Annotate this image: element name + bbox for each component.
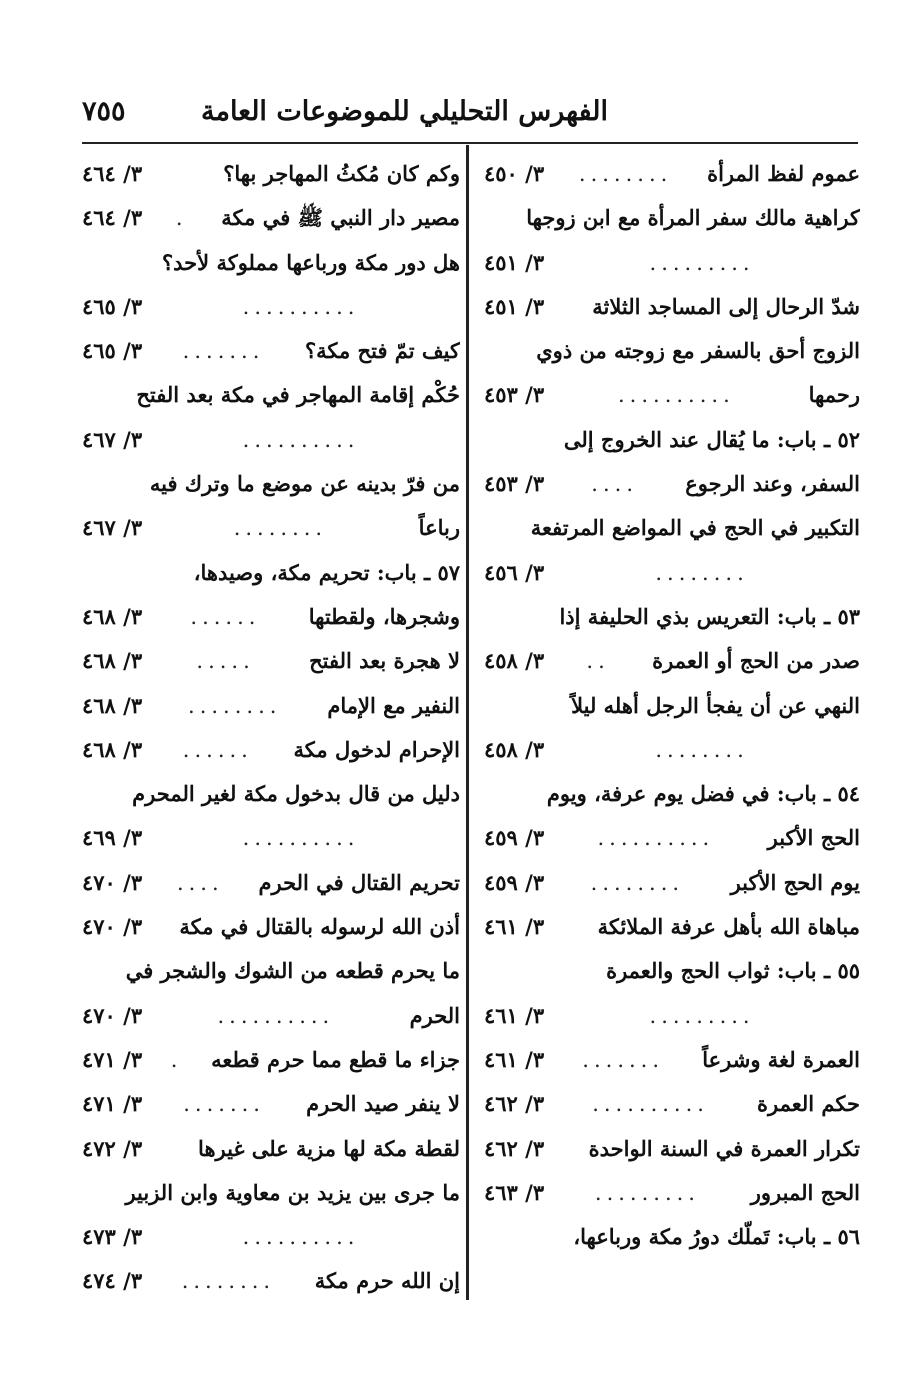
leader-dots: . (175, 206, 188, 231)
entry-text: كيف تمّ فتح مكة؟ (304, 338, 460, 364)
index-entry (484, 861, 860, 905)
leader-dots: ....... (582, 1047, 665, 1072)
leader-dots: ....... (183, 1092, 265, 1117)
leader-dots: .......... (242, 294, 360, 319)
index-entry (82, 241, 460, 285)
index-entry (484, 949, 860, 993)
entry-text: أذن الله لرسوله بالقتال في مكة (179, 914, 460, 940)
index-column-right (484, 152, 860, 1259)
entry-text: ٥٥ ـ باب: ثواب الحج والعمرة (606, 958, 860, 984)
index-entry (484, 684, 860, 728)
index-entry (484, 728, 860, 772)
entry-text: وكم كان مُكثُ المهاجر بها؟ (223, 161, 460, 186)
leader-dots: ........ (578, 162, 673, 186)
leader-dots: .......... (242, 427, 360, 452)
entry-text: ما جرى بين يزيد بن معاوية وابن الزبير (125, 1179, 460, 1205)
page-header (82, 92, 858, 140)
entry-text: إن الله حرم مكة (314, 1268, 460, 1294)
entry-text: رحمها (808, 382, 860, 408)
index-entry (82, 1215, 460, 1259)
index-entry (82, 1038, 460, 1082)
index-entry (82, 196, 460, 240)
leader-dots: .......... (242, 1225, 360, 1250)
entry-text: لا ينفر صيد الحرم (306, 1091, 460, 1117)
column-divider (466, 145, 469, 1300)
index-entry (484, 772, 860, 816)
page-reference: ٣/ ٤٦١ (484, 1046, 545, 1072)
leader-dots: .......... (618, 383, 735, 408)
index-entry (82, 772, 460, 816)
page-reference: ٣/ ٤٦٨ (82, 692, 143, 718)
index-entry (82, 373, 460, 417)
index-entry (82, 861, 460, 905)
index-entry (484, 462, 860, 506)
index-entry (82, 152, 460, 196)
page-reference: ٣/ ٤٦٢ (484, 1135, 545, 1161)
page-reference: ٣/ ٤٦٥ (82, 293, 143, 319)
index-entry (82, 595, 460, 639)
page-reference: ٣/ ٤٧١ (82, 1046, 143, 1072)
leader-dots: ........ (655, 560, 749, 585)
entry-text: الإحرام لدخول مكة (293, 736, 460, 762)
leader-dots: .... (591, 472, 638, 497)
page-reference: ٣/ ٤٥٣ (484, 382, 545, 408)
index-entry (484, 506, 860, 550)
page-reference: ٣/ ٤٧٣ (82, 1224, 143, 1250)
index-entry (484, 285, 860, 329)
index-entry (82, 949, 460, 993)
leader-dots: ........ (188, 693, 282, 718)
page-reference: ٣/ ٤٦٨ (82, 736, 143, 762)
leader-dots: ........ (590, 870, 685, 895)
leader-dots: .......... (597, 826, 715, 851)
entry-text: مباهاة الله بأهل عرفة الملائكة (597, 914, 860, 940)
page-reference: ٣/ ٤٦٥ (82, 338, 143, 364)
index-entry (484, 1082, 860, 1126)
entry-text: يوم الحج الأكبر (730, 869, 860, 895)
leader-dots: ...... (182, 737, 253, 762)
index-entry (484, 1127, 860, 1171)
leader-dots: ..... (196, 649, 255, 674)
entry-text: الحج المبرور (750, 1179, 860, 1205)
entry-text: حكم العمرة (757, 1091, 860, 1117)
entry-text: رباعاً (418, 515, 460, 541)
index-entry (484, 418, 860, 462)
leader-dots: ......... (649, 250, 755, 275)
index-entry (484, 329, 860, 373)
page-reference: ٣/ ٤٧٠ (82, 1002, 143, 1028)
page-reference: ٣/ ٤٦٨ (82, 603, 143, 629)
header-rule (82, 142, 858, 144)
leader-dots: .......... (592, 1092, 709, 1117)
leader-dots: .... (176, 870, 224, 895)
index-entry (82, 728, 460, 772)
index-entry (82, 285, 460, 329)
entry-text: الحرم (409, 1002, 460, 1028)
page-reference: ٣/ ٤٥٩ (484, 825, 545, 851)
index-entry (82, 994, 460, 1038)
entry-text: ما يحرم قطعه من الشوك والشجر في (125, 958, 460, 984)
entry-text: تحريم القتال في الحرم (258, 869, 460, 895)
entry-text: مصير دار النبي ﷺ في مكة (221, 205, 460, 231)
page-reference: ٣/ ٤٥٩ (484, 869, 545, 895)
index-entry (484, 994, 860, 1038)
index-entry (82, 1082, 460, 1126)
page-reference: ٣/ ٤٦٤ (82, 205, 143, 231)
leader-dots: .......... (242, 826, 360, 851)
index-entry (82, 1171, 460, 1215)
index-entry (484, 595, 860, 639)
entry-text: لقطة مكة لها مزية على غيرها (198, 1135, 460, 1161)
entry-text: حُكْم إقامة المهاجر في مكة بعد الفتح (136, 382, 460, 408)
entry-text: الحج الأكبر (767, 825, 860, 851)
entry-text: ٥٤ ـ باب: في فضل يوم عرفة، ويوم (546, 781, 860, 807)
index-entry (82, 1259, 460, 1303)
index-entry (82, 551, 460, 595)
index-entry (82, 506, 460, 550)
entry-text: ٥٧ ـ باب: تحريم مكة، وصيدها، (193, 559, 460, 585)
index-entry (82, 816, 460, 860)
entry-text: التكبير في الحج في المواضع المرتفعة (530, 515, 860, 541)
leader-dots: ........ (655, 737, 749, 762)
index-entry (82, 905, 460, 949)
page-reference: ٣/ ٤٧٤ (82, 1268, 143, 1294)
entry-text: الزوج أحق بالسفر مع زوجته من ذوي (536, 338, 860, 364)
index-entry (484, 1171, 860, 1215)
entry-text: كراهية مالك سفر المرأة مع ابن زوجها (526, 205, 860, 231)
index-entry (484, 196, 860, 240)
index-entry (82, 639, 460, 683)
index-entry (82, 1127, 460, 1171)
page-reference: ٣/ ٤٦٤ (82, 161, 143, 186)
index-entry (484, 1215, 860, 1259)
index-entry (484, 816, 860, 860)
leader-dots: .. (586, 649, 610, 674)
entry-text: دليل من قال بدخول مكة لغير المحرم (132, 781, 460, 807)
entry-text: من فرّ بدينه عن موضع ما وترك فيه (149, 471, 460, 497)
page-reference: ٣/ ٤٦٧ (82, 426, 143, 452)
index-entry (484, 551, 860, 595)
page-reference: ٣/ ٤٧٠ (82, 914, 143, 940)
leader-dots: ........ (233, 516, 328, 541)
leader-dots: . (170, 1047, 183, 1072)
entry-text: عموم لفظ المرأة (707, 161, 860, 186)
entry-text: شدّ الرحال إلى المساجد الثلاثة (592, 293, 860, 319)
leader-dots: .......... (217, 1003, 335, 1028)
leader-dots: ....... (182, 339, 265, 364)
entry-text: ٥٦ ـ باب: تَملّك دورُ مكة ورباعها، (573, 1224, 860, 1250)
entry-text: جزاء ما قطع مما حرم قطعه (211, 1046, 460, 1072)
leader-dots: ......... (649, 1003, 755, 1028)
index-entry (484, 905, 860, 949)
entry-text: صدر من الحج أو العمرة (652, 648, 860, 674)
page-title: الفهرس التحليلي للموضوعات العامة (201, 96, 608, 127)
entry-text: هل دور مكة ورباعها مملوكة لأحد؟ (162, 249, 460, 275)
page-reference: ٣/ ٤٥٨ (484, 648, 545, 674)
entry-text: النفير مع الإمام (327, 692, 460, 718)
index-entry (484, 152, 860, 196)
page-reference: ٣/ ٤٧٢ (82, 1135, 143, 1161)
page-reference: ٣/ ٤٦٧ (82, 515, 143, 541)
page-reference: ٣/ ٤٦٣ (484, 1179, 545, 1205)
index-entry (484, 241, 860, 285)
page-reference: ٣/ ٤٦٨ (82, 648, 143, 674)
page-reference: ٣/ ٤٥٨ (484, 736, 545, 762)
index-entry (484, 639, 860, 683)
entry-text: لا هجرة بعد الفتح (309, 648, 460, 674)
entry-text: ٥٣ ـ باب: التعريس بذي الحليفة إذا (559, 603, 860, 629)
leader-dots: ........ (181, 1269, 276, 1294)
index-entry (82, 462, 460, 506)
page-reference: ٣/ ٤٥٦ (484, 559, 545, 585)
page-number: ٧٥٥ (82, 96, 126, 127)
page-reference: ٣/ ٤٦١ (484, 914, 545, 940)
page-reference: ٣/ ٤٦٢ (484, 1091, 545, 1117)
page-reference: ٣/ ٤٥١ (484, 249, 545, 275)
leader-dots: ...... (190, 604, 261, 629)
entry-text: العمرة لغة وشرعاً (702, 1046, 860, 1072)
index-column-left (82, 152, 460, 1304)
page-reference: ٣/ ٤٧٠ (82, 869, 143, 895)
index-entry (82, 418, 460, 462)
page-reference: ٣/ ٤٧١ (82, 1091, 143, 1117)
entry-text: النهي عن أن يفجأ الرجل أهله ليلاً (571, 692, 860, 718)
page-reference: ٣/ ٤٥١ (484, 293, 545, 319)
index-entry (484, 1038, 860, 1082)
index-entry (82, 684, 460, 728)
index-entry (82, 329, 460, 373)
leader-dots: ......... (594, 1180, 700, 1205)
index-entry (484, 373, 860, 417)
entry-text: ٥٢ ـ باب: ما يُقال عند الخروج إلى (563, 426, 860, 452)
page-reference: ٣/ ٤٥٣ (484, 471, 545, 497)
entry-text: السفر، وعند الرجوع (685, 471, 860, 497)
page-reference: ٣/ ٤٦١ (484, 1002, 545, 1028)
page-reference: ٣/ ٤٥٠ (484, 161, 545, 186)
entry-text: وشجرها، ولقطتها (308, 603, 460, 629)
page-reference: ٣/ ٤٦٩ (82, 825, 143, 851)
entry-text: تكرار العمرة في السنة الواحدة (588, 1135, 860, 1161)
